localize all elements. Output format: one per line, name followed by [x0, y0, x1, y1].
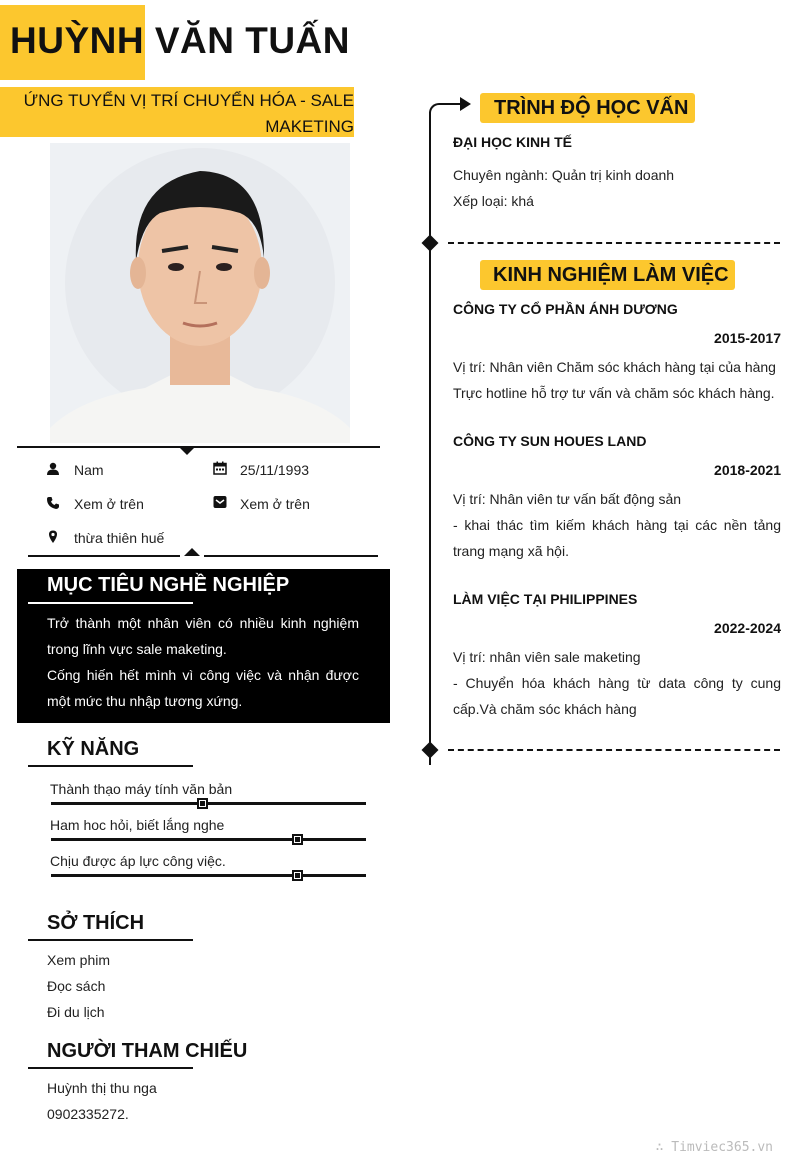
- objective-line-1: Trở thành một nhân viên có nhiều kinh nghiệm trong lĩnh vực sale maketing.: [47, 615, 359, 657]
- divider-arrow-up-icon: [184, 548, 200, 556]
- skill-label: Ham hoc hỏi, biết lắng nghe: [50, 817, 225, 833]
- objective-title-underline: [28, 602, 193, 604]
- job-detail: Trực hotline hỗ trợ tư vấn và chăm sóc khách hàng.: [453, 385, 775, 401]
- timeline-line: [429, 112, 431, 765]
- job-period: 2015-2017: [714, 330, 781, 346]
- position-line-2: MAKETING: [265, 117, 354, 136]
- skill-bar: [51, 874, 366, 877]
- hobbies-title: SỞ THÍCH: [47, 912, 145, 934]
- skill-bar: [51, 802, 366, 805]
- job-company: CÔNG TY SUN HOUES LAND: [453, 433, 647, 449]
- skill-bar: [51, 838, 366, 841]
- education-title: TRÌNH ĐỘ HỌC VẤN: [494, 97, 689, 119]
- job-period: 2018-2021: [714, 462, 781, 478]
- applied-position: [20, 88, 354, 140]
- objective-line-2: Cống hiến hết mình vì công việc và nhận được một mức thu nhập tương xứng.: [47, 667, 359, 709]
- email-value: Xem ở trên: [240, 496, 310, 512]
- location-pin-icon: [46, 530, 60, 549]
- references-title: NGƯỜI THAM CHIẾU: [47, 1040, 248, 1062]
- reference-name: Huỳnh thị thu nga: [47, 1080, 157, 1096]
- watermark-text: Timviec365.vn: [671, 1140, 773, 1155]
- experience-title: KINH NGHIỆM LÀM VIỆC: [493, 264, 729, 286]
- references-title-underline: [28, 1067, 193, 1069]
- dob-value: 25/11/1993: [240, 462, 310, 478]
- timeline-arrow-icon: [460, 97, 471, 111]
- timeline-diamond-icon: [422, 742, 439, 759]
- divider-arrow-icon: [179, 447, 195, 455]
- skill-label: Chịu được áp lực công việc.: [50, 853, 226, 869]
- job-company: LÀM VIỆC TẠI PHILIPPINES: [453, 591, 638, 607]
- skills-title-underline: [28, 765, 193, 767]
- experience-divider: [448, 749, 780, 751]
- hobbies-title-underline: [28, 939, 193, 941]
- hobby-item: Xem phim: [47, 952, 111, 968]
- skill-level-marker: [292, 870, 303, 881]
- job-detail: - Chuyển hóa khách hàng từ data công ty cung cấp.Và chăm sóc khách hàng: [453, 675, 781, 717]
- education-divider: [448, 242, 780, 244]
- education-major: Chuyên ngành: Quản trị kinh doanh: [453, 167, 675, 183]
- timeline-corner: [429, 103, 443, 117]
- watermark: ∴ Timviec365.vn: [655, 1140, 773, 1155]
- gender-value: Nam: [74, 462, 104, 478]
- job-detail: - khai thác tìm kiếm khách hàng tại các nền tảng trang mạng xã hội.: [453, 517, 781, 559]
- job-detail: Vị trí: Nhân viên tư vấn bất động sản: [453, 491, 682, 507]
- objective-text: [47, 610, 359, 714]
- hobby-item: Đi du lịch: [47, 1004, 105, 1020]
- skill-level-marker: [197, 798, 208, 809]
- job-company: CÔNG TY CỔ PHẦN ÁNH DƯƠNG: [453, 301, 678, 317]
- skill-label: Thành thạo máy tính văn bản: [50, 781, 233, 797]
- skills-title: KỸ NĂNG: [47, 738, 140, 760]
- profile-photo: [50, 143, 350, 443]
- position-line-1: ỨNG TUYỂN VỊ TRÍ CHUYỂN HÓA - SALE: [23, 91, 354, 110]
- objective-title: MỤC TIÊU NGHỀ NGHIỆP: [47, 574, 290, 596]
- address-value: thừa thiên huế: [74, 530, 165, 546]
- phone-icon: [46, 496, 60, 515]
- reference-phone: 0902335272.: [47, 1106, 129, 1122]
- job-detail: Vị trí: Nhân viên Chăm sóc khách hàng tại của hàng: [453, 359, 776, 375]
- contact-top-divider: [17, 446, 380, 448]
- email-icon: [213, 495, 227, 514]
- job-period: 2022-2024: [714, 620, 781, 636]
- avatar-illustration: [50, 143, 350, 443]
- school-name: ĐẠI HỌC KINH TẾ: [453, 134, 572, 150]
- phone-value: Xem ở trên: [74, 496, 144, 512]
- timeline-diamond-icon: [422, 235, 439, 252]
- skill-level-marker: [292, 834, 303, 845]
- job-detail: Vị trí: nhân viên sale maketing: [453, 649, 641, 665]
- user-icon: [46, 462, 60, 481]
- education-grade: Xếp loại: khá: [453, 193, 534, 209]
- hobby-item: Đọc sách: [47, 978, 106, 994]
- candidate-name: HUỲNH VĂN TUẤN: [10, 20, 350, 61]
- calendar-icon: [213, 461, 227, 480]
